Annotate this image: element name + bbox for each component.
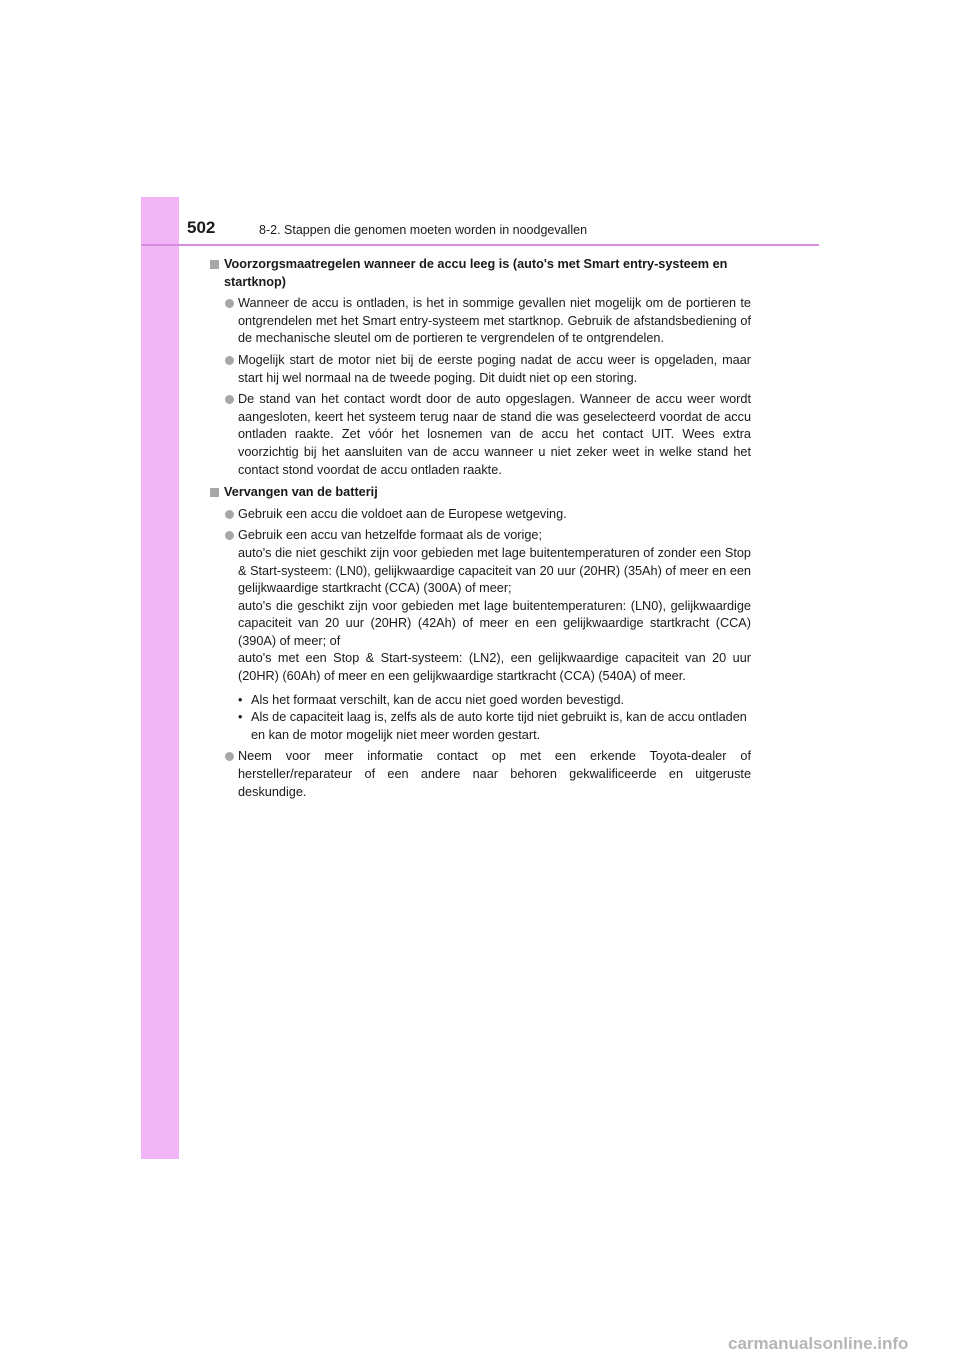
circle-bullet-icon [225, 510, 234, 519]
section [210, 256, 751, 479]
section-heading-text: Vervangen van de batterij [224, 485, 378, 500]
bullet-text: Wanneer de accu is ontladen, is het in sommige gevallen niet mogelijk om de portieren te ontgrendelen met het Smart entry-systeem met startknop. Gebruik de afstandsbediening of de mechanische sleutel om de portieren te vergrendelen of te ontgrendelen. [238, 296, 751, 346]
bullet-text: Neem voor meer informatie contact op met een erkende Toyota-dealer of hersteller/reparateur of een andere naar behoren gekwalificeerde en uitgeruste deskundige. [238, 749, 751, 799]
small-dot-icon: • [238, 692, 243, 707]
section-heading [210, 256, 751, 291]
bullet-text: De stand van het contact wordt door de auto opgeslagen. Wanneer de accu weer wordt aangesloten, keert het systeem terug naar de stand die was geselecteerd voordat de accu ontladen raakte. Zet vóór het losnemen van de accu het contact UIT. Wees extra voorzichtig bij het aansluiten van de accu wanneer u niet zeker weet in welke stand het contact stond voordat de accu ontladen raakte. [238, 392, 751, 477]
page-content [210, 256, 751, 806]
sub-bullet-text: Als het formaat verschilt, kan de accu niet goed worden bevestigd. [251, 692, 625, 707]
sub-bullet-item [238, 692, 751, 710]
chapter-title: 8-2. Stappen die genomen moeten worden in noodgevallen [259, 223, 588, 237]
section-heading [210, 484, 751, 502]
bullet-text: auto's met een Stop & Start-systeem: (LN2), een gelijkwaardige capaciteit van 20 uur (20HR) (60Ah) of meer en een gelijkwaardige startkracht (CCA) (540A) of meer. [238, 651, 751, 684]
sub-bullet-list [238, 692, 751, 745]
circle-bullet-icon [225, 531, 234, 540]
bullet-item [210, 527, 751, 744]
circle-bullet-icon [225, 395, 234, 404]
section-heading-text: Voorzorgsmaatregelen wanneer de accu leeg is (auto's met Smart entry-systeem en startknop) [224, 257, 728, 289]
bullet-text: Gebruik een accu van hetzelfde formaat als de vorige; [238, 528, 542, 543]
bullet-text: Gebruik een accu die voldoet aan de Europese wetgeving. [238, 506, 567, 521]
chapter-side-tab [141, 197, 179, 1159]
sub-bullet-item [238, 709, 751, 744]
bullet-item [210, 748, 751, 801]
page-number: 502 [187, 218, 216, 237]
watermark: carmanualsonline.info [728, 1334, 909, 1353]
square-bullet-icon [210, 488, 219, 497]
circle-bullet-icon [225, 752, 234, 761]
bullet-text: auto's die niet geschikt zijn voor gebieden met lage buitentemperaturen of zonder een Stop & Start-systeem: (LN0), gelijkwaardige capaciteit van 20 uur (20HR) (35Ah) of meer en een gelijkwaardige startkracht (CCA) (300A) of meer; [238, 545, 751, 596]
section [210, 484, 751, 801]
bullet-item [210, 506, 751, 524]
bullet-text: auto's die geschikt zijn voor gebieden met lage buitentemperaturen: (LN0), gelijkwaardige capaciteit van 20 uur (20HR) (42Ah) of meer en een gelijkwaardige startkracht (CCA) (390A) of meer; of [238, 598, 751, 648]
square-bullet-icon [210, 260, 219, 269]
circle-bullet-icon [225, 356, 234, 365]
bullet-item [210, 295, 751, 348]
sub-bullet-text: Als de capaciteit laag is, zelfs als de auto korte tijd niet gebruikt is, kan de accu ontladen en kan de motor mogelijk niet meer worden gestart. [251, 710, 747, 742]
header-divider [141, 244, 819, 246]
bullet-text: Mogelijk start de motor niet bij de eerste poging nadat de accu weer is opgeladen, maar start hij wel normaal na de tweede poging. Dit duidt niet op een storing. [238, 352, 751, 385]
small-dot-icon: • [238, 710, 243, 725]
bullet-item [210, 352, 751, 387]
circle-bullet-icon [225, 299, 234, 308]
bullet-item [210, 391, 751, 479]
